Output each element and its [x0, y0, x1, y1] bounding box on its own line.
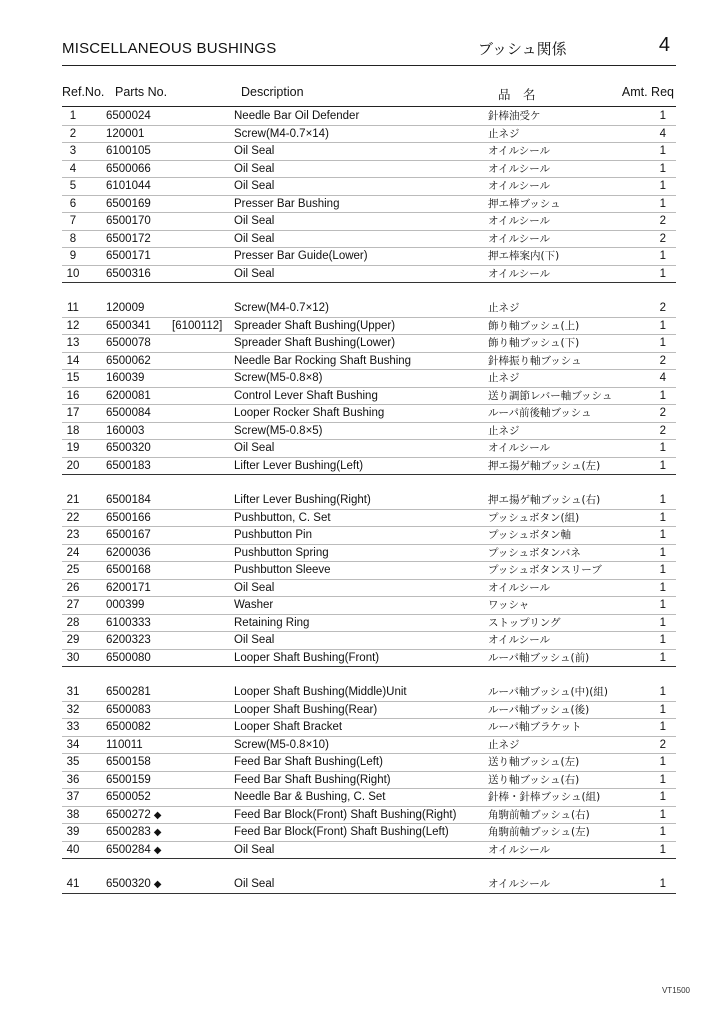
japanese-name: 角駒前軸ブッシュ(左)	[488, 826, 590, 838]
table-row	[62, 650, 676, 667]
part-number: 6100105	[106, 145, 151, 157]
part-number: 6500184	[106, 494, 151, 506]
description: Oil Seal	[234, 180, 275, 192]
part-number: 6500158	[106, 756, 151, 768]
ref-number: 16	[66, 389, 80, 402]
amount-required: 4	[659, 372, 666, 384]
ref-number: 11	[67, 302, 79, 314]
table-row	[62, 266, 676, 283]
table-row	[62, 335, 676, 353]
amount-required: 2	[659, 302, 666, 314]
description: Needle Bar Rocking Shaft Bushing	[234, 354, 412, 367]
ref-number: 30	[66, 651, 80, 664]
table-row	[62, 248, 676, 266]
amount-required: 1	[659, 826, 666, 838]
table-row	[62, 772, 676, 790]
table-row	[62, 527, 676, 545]
row-group	[62, 108, 676, 283]
ref-number: 4	[69, 162, 77, 175]
table-row	[62, 423, 676, 441]
description: Control Lever Shaft Bushing	[234, 389, 378, 402]
ref-number: 34	[66, 738, 80, 751]
description: Presser Bar Bushing	[234, 197, 340, 210]
table-row	[62, 458, 676, 475]
description: Screw(M5-0.8×10)	[234, 738, 329, 751]
page-number: 4	[658, 34, 670, 56]
ref-number: 27	[66, 599, 80, 611]
column-header-description: Description	[241, 85, 304, 99]
japanese-name: オイルシール	[488, 634, 551, 646]
japanese-name: オイルシール	[488, 267, 551, 280]
page-title: MISCELLANEOUS BUSHINGS	[62, 40, 277, 57]
amount-required: 1	[659, 145, 666, 157]
table-row	[62, 108, 676, 126]
amount-required: 1	[659, 878, 666, 890]
part-number: 6500166	[106, 511, 151, 524]
amount-required: 1	[659, 267, 666, 280]
description: Pushbutton Pin	[234, 529, 313, 541]
description: Needle Bar Oil Defender	[234, 110, 360, 122]
japanese-name: ルーパ前後軸ブッシュ	[488, 407, 592, 419]
part-number: 6500281	[106, 686, 151, 698]
amount-required: 1	[659, 110, 666, 122]
part-number: 160003	[106, 424, 145, 437]
amount-required: 2	[659, 738, 666, 751]
part-number: 6500078	[106, 337, 151, 349]
amount-required: 1	[659, 250, 666, 262]
table-header	[62, 85, 676, 105]
japanese-name: 送り調節レバー軸ブッシュ	[488, 389, 613, 402]
description: Looper Shaft Bushing(Rear)	[234, 703, 378, 716]
japanese-name: オイルシール	[488, 162, 551, 175]
table-row	[62, 318, 676, 336]
table-row	[62, 510, 676, 528]
part-number: 120009	[106, 302, 145, 314]
ref-number: 8	[69, 232, 77, 245]
amount-required: 1	[659, 843, 666, 856]
description: Looper Rocker Shaft Bushing	[234, 407, 385, 419]
japanese-name: 押エ揚ゲ軸ブッシュ(右)	[488, 494, 601, 506]
column-header-amount: Amt. Req	[621, 85, 674, 99]
description: Lifter Lever Bushing(Right)	[234, 494, 371, 506]
japanese-name: 飾り軸ブッシュ(上)	[488, 319, 580, 332]
description: Oil Seal	[234, 442, 275, 454]
ref-number: 26	[66, 581, 80, 594]
part-number-text: 6500272	[106, 808, 151, 821]
page-title-japanese: ブッシュ関係	[478, 40, 567, 58]
column-header-japanese: 品 名	[498, 87, 536, 102]
description: Screw(M5-0.8×8)	[234, 372, 323, 384]
table-row	[62, 178, 676, 196]
column-header-ref: Ref.No.	[62, 85, 105, 99]
part-number: 110011	[106, 738, 143, 751]
description: Oil Seal	[234, 878, 275, 890]
table-row	[62, 807, 676, 825]
description: Screw(M4-0.7×12)	[234, 302, 329, 314]
table-row	[62, 824, 676, 842]
part-number: 6500183	[106, 459, 151, 472]
japanese-name: オイルシール	[488, 581, 551, 594]
table-row	[62, 702, 676, 720]
row-group	[62, 684, 676, 859]
description: Oil Seal	[234, 162, 275, 175]
row-group	[62, 300, 676, 475]
footer-code: VT1500	[661, 986, 690, 995]
amount-required: 1	[659, 494, 666, 506]
japanese-name: 止ネジ	[488, 738, 520, 751]
description: Looper Shaft Bushing(Middle)Unit	[234, 686, 407, 698]
part-number: 6500341	[106, 319, 151, 332]
diamond-marker-icon: ◆	[153, 827, 162, 838]
table-row	[62, 545, 676, 563]
ref-number: 6	[69, 197, 77, 210]
ref-number: 19	[66, 442, 80, 454]
part-number: 000399	[106, 599, 145, 611]
row-group	[62, 492, 676, 667]
japanese-name: 止ネジ	[488, 127, 520, 140]
description: Retaining Ring	[234, 616, 310, 629]
table-row	[62, 405, 676, 423]
part-number: 6200323	[106, 634, 151, 646]
amount-required: 1	[659, 162, 666, 175]
description: Spreader Shaft Bushing(Lower)	[234, 337, 396, 349]
ref-number: 20	[66, 459, 80, 472]
diamond-marker-icon: ◆	[153, 879, 162, 890]
part-number-text: 6500320	[106, 878, 151, 890]
description: Screw(M4-0.7×14)	[234, 127, 329, 140]
ref-number: 25	[66, 564, 80, 576]
ref-number: 28	[66, 616, 80, 629]
table-row	[62, 300, 676, 318]
table-row	[62, 580, 676, 598]
japanese-name: プッシュボタンバネ	[488, 546, 581, 559]
amount-required: 1	[659, 651, 666, 664]
amount-required: 1	[659, 319, 666, 332]
japanese-name: 飾り軸ブッシュ(下)	[488, 337, 580, 349]
table-row	[62, 196, 676, 214]
alt-part-number: [6100112]	[172, 319, 223, 332]
japanese-name: 針棒・針棒ブッシュ(組)	[488, 791, 601, 803]
japanese-name: ワッシャ	[488, 599, 530, 611]
japanese-name: 送り軸ブッシュ(左)	[488, 756, 580, 768]
part-number	[106, 842, 161, 860]
table-row	[62, 597, 676, 615]
table-row	[62, 231, 676, 249]
description: Oil Seal	[234, 843, 275, 856]
japanese-name: オイルシール	[488, 215, 551, 227]
amount-required: 1	[659, 581, 666, 594]
description: Lifter Lever Bushing(Left)	[234, 459, 364, 472]
ref-number: 15	[66, 372, 80, 384]
table-row	[62, 213, 676, 231]
table-row	[62, 370, 676, 388]
amount-required: 1	[659, 197, 666, 210]
table-row	[62, 876, 676, 893]
ref-number: 17	[66, 407, 80, 419]
ref-number: 18	[66, 424, 80, 437]
amount-required: 1	[659, 773, 666, 786]
amount-required: 1	[659, 529, 666, 541]
ref-number: 24	[66, 546, 80, 559]
row-group	[62, 876, 676, 894]
part-number: 6500159	[106, 773, 151, 786]
amount-required: 1	[659, 808, 666, 821]
ref-number: 14	[66, 354, 80, 367]
part-number: 6500171	[106, 250, 151, 262]
description: Oil Seal	[234, 215, 275, 227]
part-number: 6500084	[106, 407, 151, 419]
japanese-name: ルーパ軸ブッシュ(中)(組)	[488, 686, 608, 698]
japanese-name: プッシュボタン軸	[488, 529, 572, 541]
amount-required: 2	[659, 232, 666, 245]
part-number	[106, 824, 161, 842]
table-row	[62, 492, 676, 510]
japanese-name: オイルシール	[488, 232, 551, 245]
japanese-name: ルーパ軸ブッシュ(前)	[488, 651, 590, 664]
japanese-name: 針棒振り軸ブッシュ	[488, 354, 582, 367]
japanese-name: オイルシール	[488, 878, 551, 890]
part-number: 6500083	[106, 703, 151, 716]
ref-number: 21	[66, 494, 80, 506]
japanese-name: 送り軸ブッシュ(右)	[488, 773, 580, 786]
japanese-name: ストップリング	[488, 616, 561, 629]
ref-number: 31	[66, 686, 80, 698]
part-number: 6500320	[106, 442, 151, 454]
part-number: 120001	[106, 127, 145, 140]
japanese-name: 止ネジ	[488, 372, 520, 384]
amount-required: 1	[659, 686, 666, 698]
japanese-name: ルーパ軸ブラケット	[488, 721, 582, 733]
amount-required: 1	[659, 564, 666, 576]
amount-required: 1	[659, 389, 666, 402]
part-number: 6500082	[106, 721, 151, 733]
amount-required: 1	[659, 756, 666, 768]
description: Pushbutton, C. Set	[234, 511, 331, 524]
ref-number: 1	[69, 110, 77, 122]
ref-number: 36	[66, 773, 80, 786]
part-number-text: 6500283	[106, 826, 151, 838]
ref-number: 38	[66, 808, 80, 821]
part-number: 6500172	[106, 232, 151, 245]
description: Needle Bar & Bushing, C. Set	[234, 791, 386, 803]
description: Pushbutton Spring	[234, 546, 329, 559]
description: Washer	[234, 599, 274, 611]
japanese-name: 止ネジ	[488, 302, 520, 314]
part-number: 6500062	[106, 354, 151, 367]
japanese-name: ルーパ軸ブッシュ(後)	[488, 703, 590, 716]
description: Feed Bar Shaft Bushing(Left)	[234, 756, 383, 768]
table-row	[62, 737, 676, 755]
part-number-text: 6500284	[106, 843, 151, 856]
ref-number: 3	[69, 145, 77, 157]
amount-required: 1	[659, 599, 666, 611]
japanese-name: オイルシール	[488, 180, 551, 192]
amount-required: 1	[659, 546, 666, 559]
ref-number: 29	[66, 634, 80, 646]
part-number: 6100333	[106, 616, 151, 629]
table-header-divider	[62, 106, 676, 107]
description: Oil Seal	[234, 232, 275, 245]
japanese-name: 押エ棒案内(下)	[488, 250, 560, 262]
description: Feed Bar Block(Front) Shaft Bushing(Right)	[234, 808, 457, 821]
ref-number: 33	[66, 721, 80, 733]
ref-number: 7	[69, 215, 77, 227]
ref-number: 23	[66, 529, 80, 541]
amount-required: 1	[659, 459, 666, 472]
description: Feed Bar Block(Front) Shaft Bushing(Left)	[234, 826, 449, 838]
part-number: 6500024	[106, 110, 151, 122]
table-row	[62, 789, 676, 807]
amount-required: 1	[659, 721, 666, 733]
amount-required: 1	[659, 616, 666, 629]
amount-required: 1	[659, 511, 666, 524]
table-row	[62, 143, 676, 161]
japanese-name: 止ネジ	[488, 424, 520, 437]
table-row	[62, 684, 676, 702]
ref-number: 9	[69, 250, 77, 262]
ref-number: 39	[66, 826, 80, 838]
part-number: 6101044	[106, 180, 151, 192]
description: Oil Seal	[234, 145, 275, 157]
amount-required: 1	[659, 634, 666, 646]
table-row	[62, 440, 676, 458]
table-row	[62, 632, 676, 650]
part-number: 6500080	[106, 651, 151, 664]
table-row	[62, 842, 676, 859]
part-number: 6200081	[106, 389, 151, 402]
amount-required: 2	[659, 407, 666, 419]
ref-number: 13	[66, 337, 80, 349]
header-divider	[62, 65, 676, 66]
part-number: 6500052	[106, 791, 151, 803]
ref-number: 10	[66, 267, 80, 280]
japanese-name: オイルシール	[488, 843, 551, 856]
description: Screw(M5-0.8×5)	[234, 424, 323, 437]
japanese-name: プッシュボタン(組)	[488, 511, 580, 524]
amount-required: 4	[659, 127, 666, 140]
table-row	[62, 562, 676, 580]
table-row	[62, 388, 676, 406]
japanese-name: オイルシール	[488, 442, 551, 454]
table-row	[62, 126, 676, 144]
part-number: 6200171	[106, 581, 151, 594]
table-row	[62, 353, 676, 371]
ref-number: 32	[66, 703, 80, 716]
part-number: 6500170	[106, 215, 151, 227]
part-number	[106, 807, 161, 825]
part-number: 6500066	[106, 162, 151, 175]
description: Presser Bar Guide(Lower)	[234, 250, 368, 262]
ref-number: 37	[66, 791, 80, 803]
table-row	[62, 719, 676, 737]
parts-table	[62, 108, 676, 911]
amount-required: 2	[659, 215, 666, 227]
amount-required: 2	[659, 354, 666, 367]
japanese-name: 角駒前軸ブッシュ(右)	[488, 808, 590, 821]
amount-required: 1	[659, 703, 666, 716]
part-number: 6500168	[106, 564, 151, 576]
ref-number: 40	[66, 843, 80, 856]
description: Oil Seal	[234, 267, 275, 280]
amount-required: 1	[659, 337, 666, 349]
japanese-name: オイルシール	[488, 145, 551, 157]
description: Oil Seal	[234, 634, 275, 646]
part-number: 6500169	[106, 197, 151, 210]
description: Looper Shaft Bracket	[234, 721, 343, 733]
description: Feed Bar Shaft Bushing(Right)	[234, 773, 391, 786]
part-number: 6500316	[106, 267, 151, 280]
amount-required: 1	[659, 442, 666, 454]
ref-number: 12	[66, 319, 80, 332]
part-number	[106, 876, 161, 894]
description: Oil Seal	[234, 581, 275, 594]
ref-number: 41	[66, 878, 80, 890]
japanese-name: 押エ揚ゲ軸ブッシュ(左)	[488, 459, 601, 472]
japanese-name: 針棒油受ケ	[488, 110, 541, 122]
part-number: 6500167	[106, 529, 151, 541]
column-header-parts: Parts No.	[115, 85, 168, 99]
part-number: 6200036	[106, 546, 151, 559]
description: Pushbutton Sleeve	[234, 564, 331, 576]
amount-required: 1	[659, 180, 666, 192]
ref-number: 5	[69, 180, 77, 192]
ref-number: 35	[66, 756, 80, 768]
diamond-marker-icon: ◆	[153, 809, 162, 821]
part-number: 160039	[106, 372, 145, 384]
table-row	[62, 161, 676, 179]
japanese-name: 押エ棒ブッシュ	[488, 197, 561, 210]
ref-number: 22	[66, 511, 80, 524]
description: Spreader Shaft Bushing(Upper)	[234, 319, 396, 332]
diamond-marker-icon: ◆	[153, 844, 162, 856]
amount-required: 1	[659, 791, 666, 803]
table-row	[62, 615, 676, 633]
amount-required: 2	[659, 424, 666, 437]
page-header	[62, 36, 674, 64]
description: Looper Shaft Bushing(Front)	[234, 651, 380, 664]
ref-number: 2	[69, 127, 77, 140]
japanese-name: プッシュボタンスリーブ	[488, 564, 602, 576]
table-row	[62, 754, 676, 772]
